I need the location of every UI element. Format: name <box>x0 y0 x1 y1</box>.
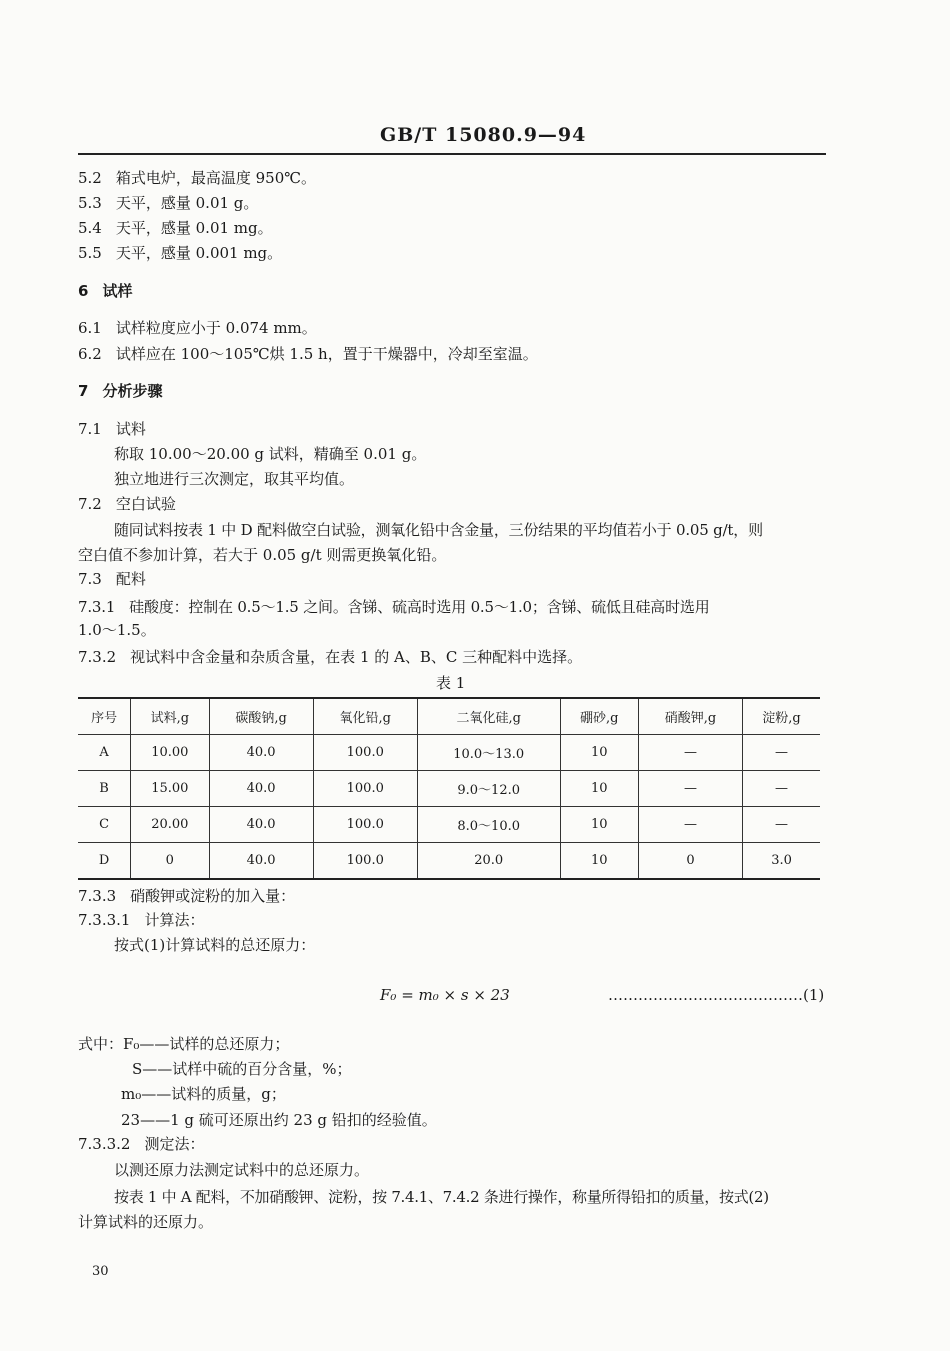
clause-7-3-2: 7.3.2 视试料中含金量和杂质含量，在表 1 的 A、B、C 三种配料中选择。 <box>78 648 583 666</box>
table-cell: 10 <box>560 843 638 880</box>
table-header-cell: 碳酸钠,g <box>209 698 313 735</box>
where-line: 23——1 g 硫可还原出约 23 g 铅扣的经验值。 <box>121 1111 437 1129</box>
table-cell: 8.0～10.0 <box>417 807 560 843</box>
formula-1: F₀ = m₀ × s × 23 <box>380 986 510 1004</box>
clause-7-3-3-1: 7.3.3.1 计算法： <box>78 911 205 929</box>
table-cell: — <box>743 735 820 771</box>
clause-7-3: 7.3 配料 <box>78 570 146 588</box>
table-row <box>78 843 820 880</box>
where-line: S——试样中硫的百分含量，%； <box>132 1060 352 1078</box>
table-row <box>78 735 820 771</box>
table-cell: 10 <box>560 771 638 807</box>
clause-6-1: 6.1 试样粒度应小于 0.074 mm。 <box>78 319 317 337</box>
table-cell: 9.0～12.0 <box>417 771 560 807</box>
table-row <box>78 807 820 843</box>
clause-6-2: 6.2 试样应在 100～105℃烘 1.5 h，置于干燥器中，冷却至室温。 <box>78 345 538 363</box>
table-cell: B <box>78 771 131 807</box>
table-header-cell: 硼砂,g <box>560 698 638 735</box>
table-cell: — <box>638 807 742 843</box>
table-row <box>78 771 820 807</box>
table-cell: 0 <box>131 843 209 880</box>
table-cell: 0 <box>638 843 742 880</box>
table-header-cell: 二氧化硅,g <box>417 698 560 735</box>
clause-7-1: 7.1 试料 <box>78 420 146 438</box>
mix-table <box>78 697 820 880</box>
clause-5-5: 5.5 天平，感量 0.001 mg。 <box>78 244 283 262</box>
table-cell: 15.00 <box>131 771 209 807</box>
table-cell: C <box>78 807 131 843</box>
header-rule <box>78 153 826 155</box>
paragraph-line: 1.0～1.5。 <box>78 621 156 639</box>
table-cell: 100.0 <box>313 735 417 771</box>
table-cell: 100.0 <box>313 771 417 807</box>
table-cell: 10.0～13.0 <box>417 735 560 771</box>
clause-5-3: 5.3 天平，感量 0.01 g。 <box>78 194 259 212</box>
paragraph-line: 以测还原力法测定试料中的总还原力。 <box>114 1161 370 1179</box>
section-7-heading: 7 分析步骤 <box>78 382 163 400</box>
clause-7-3-1: 7.3.1 硅酸度：控制在 0.5～1.5 之间。含锑、硫高时选用 0.5～1.0；含锑、硫低且硅高时选用 <box>78 598 710 616</box>
table-cell: 40.0 <box>209 771 313 807</box>
table-cell: 10 <box>560 735 638 771</box>
paragraph-line: 按式(1)计算试料的总还原力： <box>114 936 316 954</box>
paragraph-line: 计算试料的还原力。 <box>78 1213 214 1231</box>
paragraph-line: 称取 10.00～20.00 g 试料，精确至 0.01 g。 <box>114 445 427 463</box>
standard-header: GB/T 15080.9—94 <box>380 124 587 146</box>
table-cell: 40.0 <box>209 843 313 880</box>
clause-5-2: 5.2 箱式电炉，最高温度 950℃。 <box>78 169 317 187</box>
table-cell: 10 <box>560 807 638 843</box>
clause-7-3-3: 7.3.3 硝酸钾或淀粉的加入量： <box>78 887 296 905</box>
table-header-cell: 序号 <box>78 698 131 735</box>
clause-7-3-3-2: 7.3.3.2 测定法： <box>78 1135 205 1153</box>
table-cell: 100.0 <box>313 807 417 843</box>
table-cell: 3.0 <box>743 843 820 880</box>
table-cell: D <box>78 843 131 880</box>
table-cell: — <box>638 735 742 771</box>
table-header-cell: 试料,g <box>131 698 209 735</box>
where-line: 式中：F₀——试样的总还原力； <box>78 1035 290 1053</box>
table-cell: 20.0 <box>417 843 560 880</box>
table-header-row <box>78 698 820 735</box>
table-caption: 表 1 <box>436 674 466 692</box>
table-header-cell: 淀粉,g <box>743 698 820 735</box>
where-line: m₀——试料的质量，g； <box>121 1085 286 1103</box>
formula-number: …………………………………(1) <box>608 986 825 1004</box>
paragraph-line: 空白值不参加计算，若大于 0.05 g/t 则需更换氧化铅。 <box>78 546 447 564</box>
table-header-cell: 硝酸钾,g <box>638 698 742 735</box>
clause-7-2: 7.2 空白试验 <box>78 495 176 513</box>
table-cell: 20.00 <box>131 807 209 843</box>
table-cell: A <box>78 735 131 771</box>
table-cell: 100.0 <box>313 843 417 880</box>
table-cell: — <box>743 807 820 843</box>
clause-5-4: 5.4 天平，感量 0.01 mg。 <box>78 219 273 237</box>
paragraph-line: 随同试料按表 1 中 D 配料做空白试验，测氧化铅中含金量，三份结果的平均值若小于 0.05 g/t，则 <box>114 521 763 539</box>
page-number: 30 <box>92 1264 109 1279</box>
table-cell: — <box>743 771 820 807</box>
table-header-cell: 氧化铅,g <box>313 698 417 735</box>
table-cell: 40.0 <box>209 735 313 771</box>
section-6-heading: 6 试样 <box>78 282 133 300</box>
paragraph-line: 按表 1 中 A 配料，不加硝酸钾、淀粉，按 7.4.1、7.4.2 条进行操作，称量所得铅扣的质量，按式(2) <box>114 1188 769 1206</box>
table-cell: 40.0 <box>209 807 313 843</box>
table-cell: — <box>638 771 742 807</box>
paragraph-line: 独立地进行三次测定，取其平均值。 <box>114 470 355 488</box>
table-cell: 10.00 <box>131 735 209 771</box>
